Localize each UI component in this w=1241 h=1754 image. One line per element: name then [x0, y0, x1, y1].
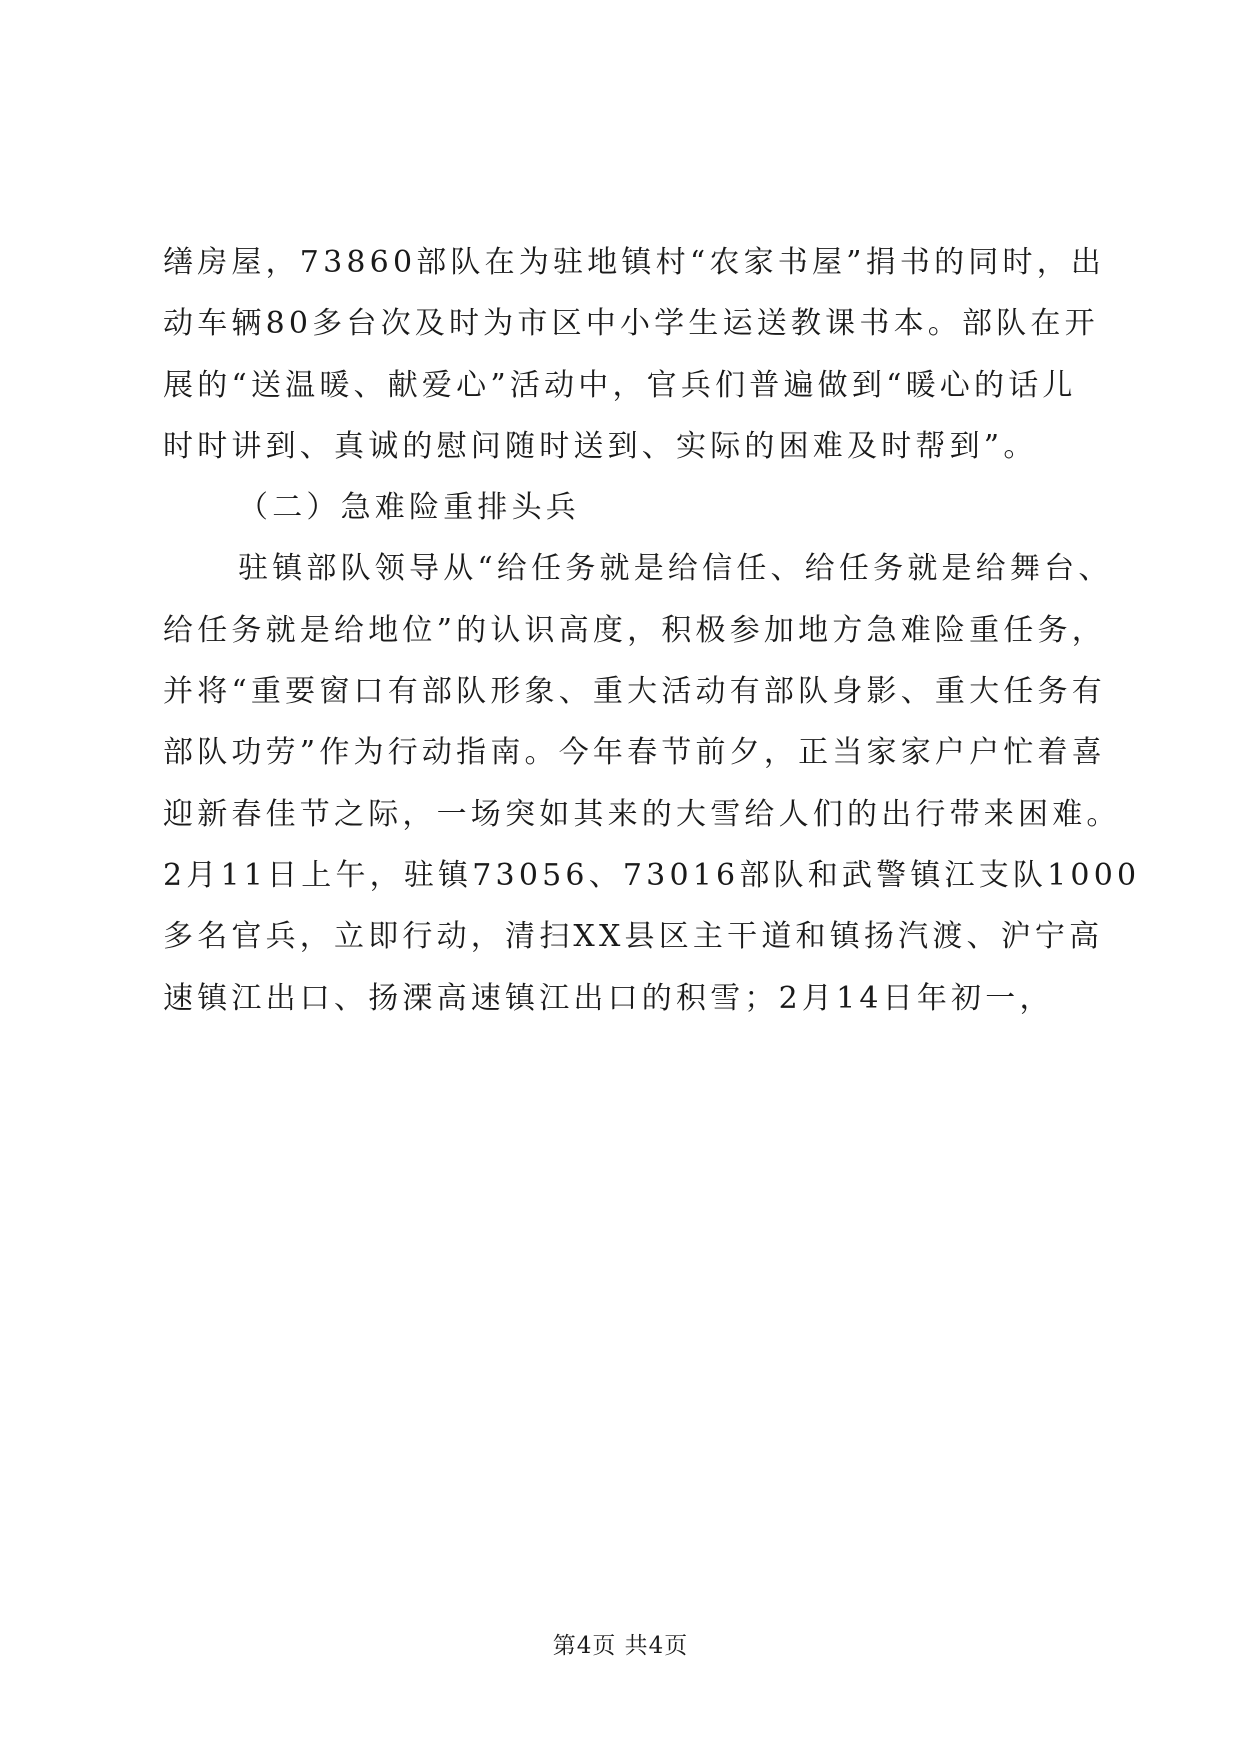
section-heading: （二）急难险重排头兵: [238, 490, 580, 526]
text-line: 动车辆80多台次及时为市区中小学生运送教课书本。部队在开: [163, 306, 1099, 342]
body-text: [163, 232, 1141, 1029]
text-line: 并将“重要窗口有部队形象、重大活动有部队身影、重大任务有: [163, 674, 1106, 710]
text-line: 速镇江出口、扬溧高速镇江出口的积雪；2月14日年初一，: [163, 980, 1054, 1016]
page-footer: 第4页 共4页: [552, 1633, 689, 1659]
text-line: 驻镇部队领导从“给任务就是给信任、给任务就是给舞台、: [238, 551, 1113, 587]
text-line: 迎新春佳节之际，一场突如其来的大雪给人们的出行带来困难。: [163, 796, 1121, 832]
text-line: 给任务就是给地位”的认识高度，积极参加地方急难险重任务，: [163, 612, 1106, 648]
text-line: 2月11日上午，驻镇73056、73016部队和武警镇江支队1000: [163, 857, 1141, 893]
text-line: 多名官兵，立即行动，清扫XX县区主干道和镇扬汽渡、沪宁高: [163, 919, 1104, 955]
text-line: 时时讲到、真诚的慰问随时送到、实际的困难及时帮到”。: [163, 428, 1038, 464]
text-line: 缮房屋，73860部队在为驻地镇村“农家书屋”捐书的同时，出: [163, 245, 1106, 280]
text-line: 部队功劳”作为行动指南。今年春节前夕，正当家家户户忙着喜: [163, 735, 1106, 771]
text-line: 展的“送温暖、献爱心”活动中，官兵们普遍做到“暖心的话儿: [163, 367, 1077, 403]
